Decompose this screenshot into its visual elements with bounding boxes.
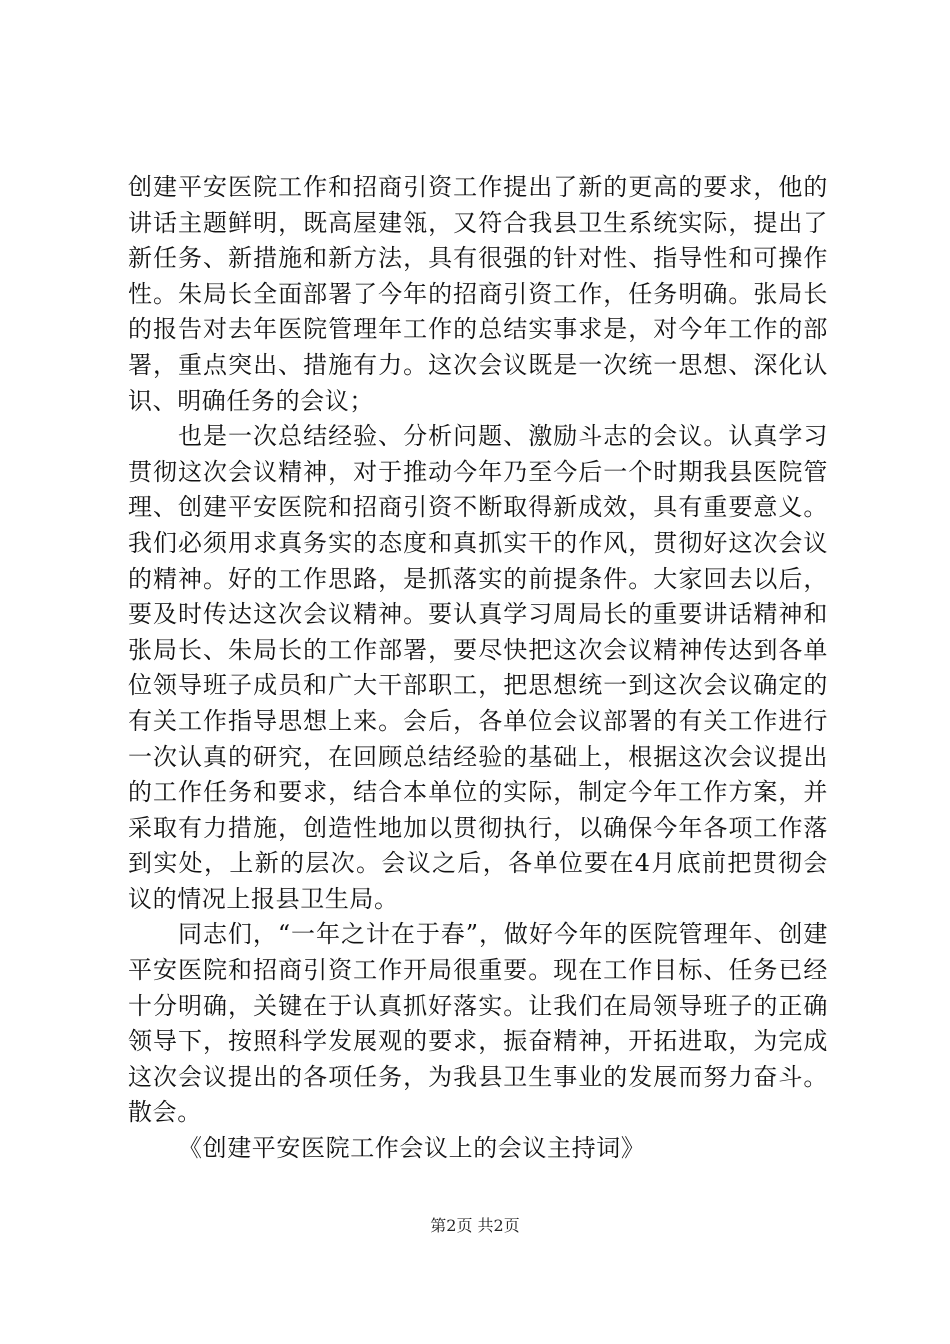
page-number-footer: 第2页 共2页 <box>430 1216 520 1235</box>
document-title-reference: 《创建平安医院工作会议上的会议主持词》 <box>178 1134 646 1163</box>
paragraph-1: 创建平安医院工作和招商引资工作提出了新的更高的要求，他的讲话主题鲜明，既高屋建瓴，又符合我县卫生系统实际，提出了新任务、新措施和新方法，具有很强的针对性、指导性和可操作性。朱局长全面部署了今年的招商引资工作，任务明确。张局长的报告对去年医院管理年工作的总结实事求是，对今年工作的部署，重点突出、措施有力。这次会议既是一次统一思想、深化认识、明确任务的会议； <box>128 173 828 415</box>
document-body <box>128 170 828 1167</box>
paragraph-3: 同志们，“一年之计在于春”，做好今年的医院管理年、创建平安医院和招商引资工作开局很重要。现在工作目标、任务已经十分明确，关键在于认真抓好落实。让我们在局领导班子的正确领导下，按照科学发展观的要求，振奋精神，开拓进取，为完成这次会议提出的各项任务，为我县卫生事业的发展而努力奋斗。散会。 <box>128 920 828 1127</box>
paragraph-2: 也是一次总结经验、分析问题、激励斗志的会议。认真学习贯彻这次会议精神，对于推动今年乃至今后一个时期我县医院管理、创建平安医院和招商引资不断取得新成效，具有重要意义。我们必须用求真务实的态度和真抓实干的作风，贯彻好这次会议的精神。好的工作思路，是抓落实的前提条件。大家回去以后，要及时传达这次会议精神。要认真学习周局长的重要讲话精神和张局长、朱局长的工作部署，要尽快把这次会议精神传达到各单位领导班子成员和广大干部职工，把思想统一到这次会议确定的有关工作指导思想上来。会后，各单位会议部署的有关工作进行一次认真的研究，在回顾总结经验的基础上，根据这次会议提出的工作任务和要求，结合本单位的实际，制定今年工作方案，并采取有力措施，创造性地加以贯彻执行，以确保今年各项工作落到实处，上新的层次。会议之后，各单位要在4月底前把贯彻会议的情况上报县卫生局。 <box>128 422 828 913</box>
